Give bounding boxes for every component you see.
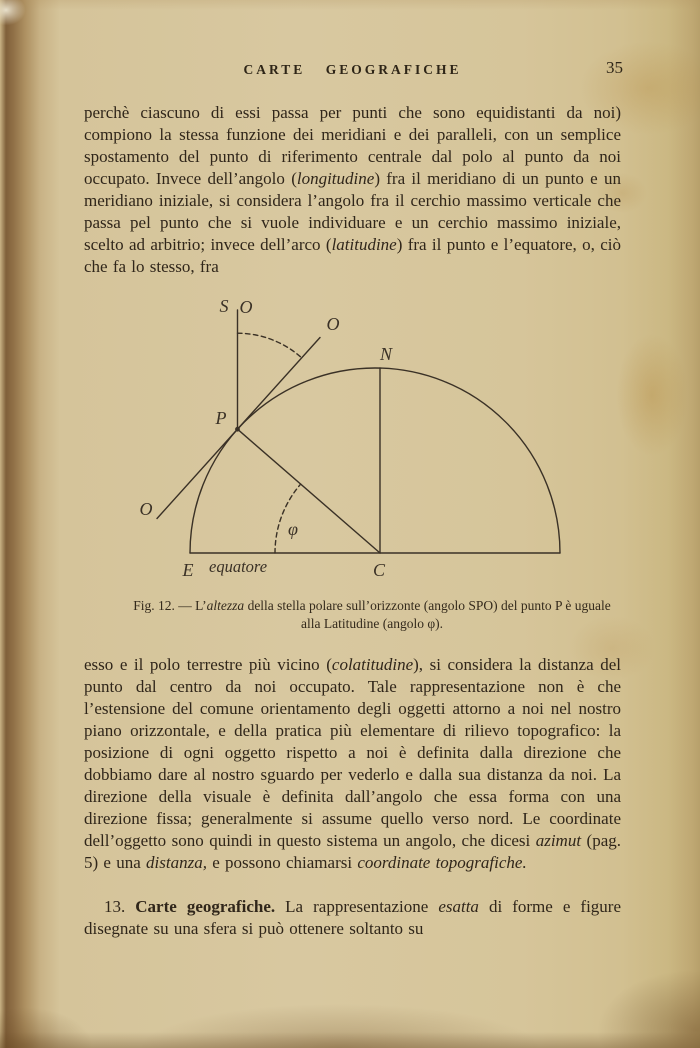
text-segment-italic: latitudine — [331, 235, 397, 254]
section-title-bold: Carte geografiche. — [135, 897, 276, 916]
text-segment-italic: distanza, — [146, 853, 207, 872]
text-segment-italic: coordinate topografiche. — [357, 853, 527, 872]
figure-label-o-lower: O — [139, 499, 153, 519]
text-segment: di forme e figure disegnate su una sfera si può ottenere soltanto su — [84, 897, 621, 938]
page-number: 35 — [606, 58, 623, 77]
running-title: CARTE GEOGRAFICHE — [243, 62, 462, 77]
text-segment: (pag. 5) e una — [84, 831, 621, 872]
text-segment: 13. — [104, 897, 136, 916]
figure-label-phi: φ — [288, 519, 298, 539]
figure-label-o-vertical: O — [239, 297, 253, 317]
text-segment: e possono chiamarsi — [206, 853, 358, 872]
figure-12 — [130, 288, 621, 632]
text-segment: ) fra il punto e l’equatore, o, ciò che fa lo stesso, fra — [84, 235, 621, 276]
text-segment: ) fra il meridiano di un punto e un meridiano iniziale, si considera l’angolo fra il cerchio massimo verticale che passa pel punto che si vuole individuare e un cerchio massimo iniziale, scelto ad arbitrio; invece dell’arco ( — [84, 169, 621, 254]
text-segment: perchè ciascuno di essi passa per punti che sono equidistanti da noi) compiono la stessa funzione dei meridiani e dei paralleli, con un semplice spostamento del punto di riferimento centrale dal polo al punto da noi occupato. Invece dell’angolo ( — [84, 103, 621, 188]
text-segment-italic: esatta — [438, 897, 479, 916]
text-segment: Fig. 12. — L’ — [133, 598, 207, 613]
text-segment: della stella polare sull’orizzonte (angolo SPO) del punto P è uguale alla Latitudine (angolo φ). — [244, 598, 611, 631]
page-header — [84, 58, 623, 88]
figure-12-caption — [132, 597, 612, 632]
point-p-dot — [235, 427, 240, 432]
paragraph-2 — [84, 654, 621, 874]
text-segment: ), si considera la distanza del punto dal centro da noi occupato. Tale rappresentazione non è che l’estensione del comune orientamento degli oggetti attorno a noi nel nostro piano orizzontale, e della pratica più elementare di rilievo topografico: la posizione di ogni oggetto rispetto a noi è definita dalla direzione che dobbiamo dare al nostro sguardo per vederlo e dalla sua distanza da noi. La direzione della visuale è definita dall’angolo che essa forma con una direzione fissa; generalmente si assume quello verso nord. Le coordinate dell’oggetto sono quindi in questo sistema un angolo, che dicesi — [84, 655, 621, 850]
paragraph-1 — [84, 102, 621, 278]
page-content — [84, 58, 623, 940]
text-segment: La rappresentazione — [275, 897, 439, 916]
text-segment: esso e il polo terrestre più vicino ( — [84, 655, 332, 674]
text-segment-italic: colatitudine — [331, 655, 414, 674]
figure-label-n: N — [379, 344, 393, 364]
figure-label-e: E — [182, 560, 194, 580]
angle-spo-arc — [238, 333, 302, 358]
figure-label-o-horizon: O — [326, 314, 340, 334]
figure-label-s: S — [219, 296, 229, 316]
radius-pc-line — [238, 429, 381, 553]
paragraph-3-section-13 — [84, 896, 621, 940]
figure-12-diagram — [130, 288, 590, 584]
figure-label-p: P — [215, 408, 227, 428]
text-segment-italic: altezza — [206, 598, 245, 613]
figure-label-equatore: equatore — [209, 557, 268, 576]
figure-label-c: C — [372, 560, 386, 580]
text-segment-italic: longitudine — [296, 169, 375, 188]
text-segment-italic: azimut — [535, 831, 582, 850]
meridian-semicircle — [190, 368, 560, 553]
